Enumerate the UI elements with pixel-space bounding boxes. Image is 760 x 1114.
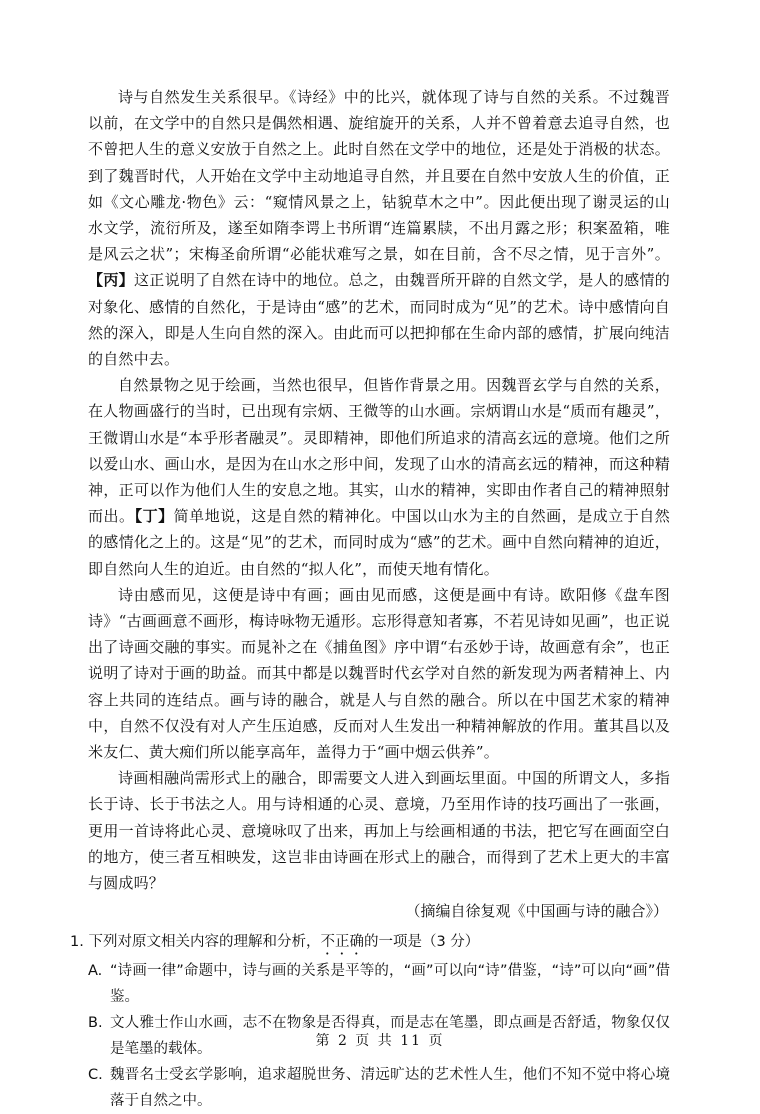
- option-text: 魏晋名士受玄学影响，追求超脱世务、清远旷达的艺术性人生，他们不知不觉中将心境落于自然之中。: [110, 1066, 670, 1109]
- emphasized-not-correct: 不正确: [320, 933, 364, 950]
- question-suffix: 的一项是（3 分）: [363, 933, 480, 950]
- paragraph-text: 诗由感而见，这便是诗中有画；画由见而感，这便是画中有诗。欧阳修《盘车图诗》“古画画意不画形，梅诗咏物无遁形。忘形得意知者寡，不若见诗如见画”，也正说出了诗画交融的事实。而晁补之在《捕鱼图》序中谓“右丞妙于诗，故画意有余”，也正说明了诗对于画的助益。而其中都是以魏晋时代玄学对自然的新发现为两者精神上、内容上共同的连结点。画与诗的融合，就是人与自然的融合。所以在中国艺术家的精神中，自然不仅没有对人产生压迫感，反而对人生发出一种精神解放的作用。董其昌以及米友仁、黄大痴们所以能享高年，盖得力于“画中烟云供养”。: [88, 585, 670, 762]
- blank-marker-bing: 【丙】: [88, 271, 134, 290]
- paragraph-2: [88, 372, 670, 582]
- option-letter: C.: [88, 1066, 103, 1083]
- paragraph-1: [88, 84, 670, 372]
- option-a[interactable]: [88, 958, 670, 1010]
- paragraph-3: [88, 582, 670, 765]
- option-c[interactable]: [88, 1062, 670, 1114]
- question-1: [70, 929, 670, 1114]
- question-stem: [70, 929, 670, 958]
- option-text: 文人雅士作山水画，志不在物象是否得真，而是志在笔墨，即点画是否舒适，物象仅仅是笔墨的载体。: [110, 1014, 670, 1057]
- paragraph-text: 这正说明了自然在诗中的地位。总之，由魏晋所开辟的自然文学，是人的感情的对象化、感情的自然化，于是诗由“感”的艺术，而同时成为“见”的艺术。诗中感情向自然的深入，即是人生向自然的深入。由此而可以把抑郁在生命内部的感情，扩展向纯洁的自然中去。: [88, 271, 670, 369]
- paragraph-text: 诗与自然发生关系很早。《诗经》中的比兴，就体现了诗与自然的关系。不过魏晋以前，在文学中的自然只是偶然相遇、旋绾旋开的关系，人并不曾着意去追寻自然，也不曾把人生的意义安放于自然之上。此时自然在文学中的地位，还是处于消极的状态。到了魏晋时代，人开始在文学中主动地追寻自然，并且要在自然中安放人生的价值，正如《文心雕龙·物色》云：“窥情风景之上，钻貌草木之中”。因此便出现了谢灵运的山水文学，流衍所及，遂至如隋李谔上书所谓“连篇累牍，不出月露之形；积案盈箱，唯是风云之状”；宋梅圣俞所谓“必能状难写之景，如在目前，含不尽之情，见于言外”。: [88, 88, 670, 264]
- option-letter: B.: [88, 1014, 103, 1031]
- paragraph-text: 简单地说，这是自然的精神化。中国以山水为主的自然画，是成立于自然的感情化之上的。这是“见”的艺术，而同时成为“感”的艺术。画中自然向精神的迫近，即自然向人生的迫近。由自然的“拟人化”，而使天地有情化。: [88, 507, 671, 578]
- page-number-footer: 第 2 页 共 11 页: [315, 1033, 445, 1049]
- option-letter: A.: [88, 962, 103, 979]
- option-text: “诗画一律”命题中，诗与画的关系是平等的，“画”可以向“诗”借鉴，“诗”可以向“画”借鉴。: [110, 962, 670, 1005]
- question-prefix: 1. 下列对原文相关内容的理解和分析，: [70, 933, 321, 950]
- source-citation: （摘编自徐复观《中国画与诗的融合》）: [405, 902, 668, 921]
- paragraph-text: 自然景物之见于绘画，当然也很早，但皆作背景之用。因魏晋玄学与自然的关系，在人物画盛行的当时，已出现有宗炳、王微等的山水画。宗炳谓山水是“质而有趣灵”，王微谓山水是“本乎形者融灵”。灵即精神，即他们所追求的清高玄远的意境。他们之所以爱山水、画山水，是因为在山水之形中间，发现了山水的清高玄远的精神，而这种精神，正可以作为他们人生的安息之地。其实，山水的精神，实即由作者自己的精神照射而出。: [88, 376, 670, 526]
- paragraph-text: 诗画相融尚需形式上的融合，即需要文人进入到画坛里面。中国的所谓文人，多指长于诗、长于书法之人。用与诗相通的心灵、意境，乃至用作诗的技巧画出了一张画，更用一首诗将此心灵、意境咏叹了出来，再加上与绘画相通的书法，把它写在画面空白的地方，使三者互相映发，这岂非由诗画在形式上的融合，而得到了艺术上更大的丰富与圆成吗？: [88, 769, 670, 893]
- paragraph-4: [88, 765, 670, 896]
- article: [88, 84, 670, 896]
- blank-marker-ding: 【丁】: [134, 507, 174, 526]
